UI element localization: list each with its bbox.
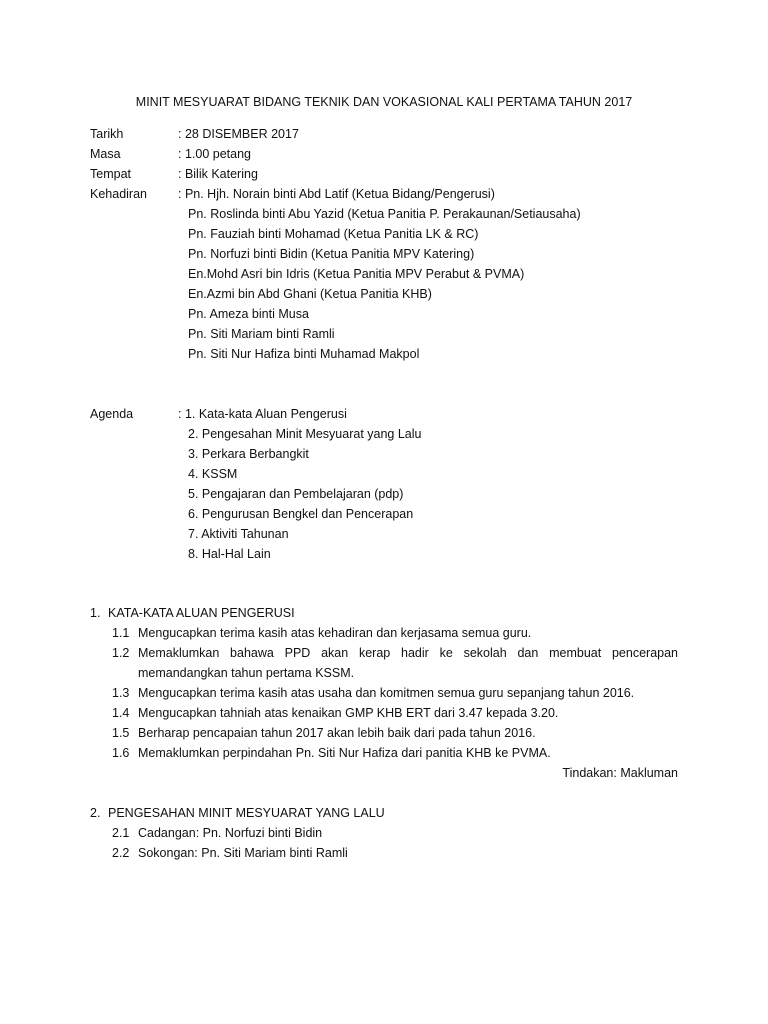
attendee: En.Mohd Asri bin Idris (Ketua Panitia MPV Perabut & PVMA) — [188, 267, 525, 281]
item-number: 1.1 — [112, 626, 130, 640]
list-item — [90, 683, 678, 703]
list-item — [90, 703, 678, 723]
list-item — [90, 823, 678, 843]
item-text: Sokongan: Pn. Siti Mariam binti Ramli — [138, 846, 348, 860]
item-text: Memaklumkan perpindahan Pn. Siti Nur Hafiza dari panitia KHB ke PVMA. — [138, 746, 551, 760]
list-item — [90, 743, 678, 763]
agenda-item: 5. Pengajaran dan Pembelajaran (pdp) — [188, 487, 404, 501]
agenda-item: 7. Aktiviti Tahunan — [188, 527, 289, 541]
attendee: Pn. Siti Mariam binti Ramli — [188, 327, 335, 341]
section-heading — [90, 603, 678, 623]
section-number: 2. — [90, 806, 101, 820]
document-title: MINIT MESYUARAT BIDANG TEKNIK DAN VOKASIONAL KALI PERTAMA TAHUN 2017 — [135, 95, 633, 109]
item-number: 1.4 — [112, 706, 130, 720]
section-number: 1. — [90, 606, 101, 620]
list-item — [90, 623, 678, 643]
agenda-item: 3. Perkara Berbangkit — [188, 447, 309, 461]
item-text: Berharap pencapaian tahun 2017 akan lebih baik dari pada tahun 2016. — [138, 726, 536, 740]
list-item — [90, 843, 678, 863]
attendee: Pn. Roslinda binti Abu Yazid (Ketua Panitia P. Perakaunan/Setiausaha) — [188, 207, 581, 221]
action-note: Tindakan: Makluman — [562, 766, 678, 780]
tarikh-value: : 28 DISEMBER 2017 — [178, 127, 299, 141]
tempat-label: Tempat — [90, 167, 131, 181]
item-number: 2.2 — [112, 846, 130, 860]
kehadiran-first: : Pn. Hjh. Norain binti Abd Latif (Ketua Bidang/Pengerusi) — [178, 187, 495, 201]
item-number: 1.6 — [112, 746, 130, 760]
attendee: Pn. Ameza binti Musa — [188, 307, 309, 321]
section-1 — [90, 603, 678, 783]
attendee: En.Azmi bin Abd Ghani (Ketua Panitia KHB) — [188, 287, 432, 301]
masa-label: Masa — [90, 147, 121, 161]
tempat-value: : Bilik Katering — [178, 167, 258, 181]
agenda-item: 2. Pengesahan Minit Mesyuarat yang Lalu — [188, 427, 422, 441]
agenda-block — [90, 404, 690, 564]
section-title: KATA-KATA ALUAN PENGERUSI — [108, 606, 295, 620]
agenda-item: : 1. Kata-kata Aluan Pengerusi — [178, 407, 347, 421]
item-text: Mengucapkan terima kasih atas usaha dan komitmen semua guru sepanjang tahun 2016. — [138, 686, 635, 700]
tempat-row — [90, 164, 690, 184]
item-text: Mengucapkan tahniah atas kenaikan GMP KHB ERT dari 3.47 kepada 3.20. — [138, 706, 559, 720]
agenda-label: Agenda — [90, 407, 134, 421]
agenda-row — [90, 404, 690, 424]
tarikh-label: Tarikh — [90, 127, 124, 141]
item-number: 1.3 — [112, 686, 130, 700]
section-title: PENGESAHAN MINIT MESYUARAT YANG LALU — [108, 806, 385, 820]
attendee: Pn. Siti Nur Hafiza binti Muhamad Makpol — [188, 347, 420, 361]
agenda-item: 4. KSSM — [188, 467, 238, 481]
kehadiran-label: Kehadiran — [90, 187, 147, 201]
meeting-info — [90, 124, 690, 364]
attendee: Pn. Fauziah binti Mohamad (Ketua Panitia LK & RC) — [188, 227, 479, 241]
list-item — [90, 643, 678, 683]
masa-row — [90, 144, 690, 164]
item-text: Mengucapkan terima kasih atas kehadiran dan kerjasama semua guru. — [138, 626, 532, 640]
masa-value: : 1.00 petang — [178, 147, 251, 161]
kehadiran-row — [90, 184, 690, 204]
item-text: Cadangan: Pn. Norfuzi binti Bidin — [138, 826, 323, 840]
item-number: 2.1 — [112, 826, 130, 840]
item-number: 1.5 — [112, 726, 130, 740]
item-text: Memaklumkan bahawa PPD akan kerap hadir ke sekolah dan membuat pencerapan memandangkan tahun pertama KSSM. — [138, 646, 678, 680]
section-2 — [90, 803, 678, 863]
agenda-item: 6. Pengurusan Bengkel dan Pencerapan — [188, 507, 414, 521]
tarikh-row — [90, 124, 690, 144]
item-number: 1.2 — [112, 646, 130, 660]
section-heading — [90, 803, 678, 823]
list-item — [90, 723, 678, 743]
attendee: Pn. Norfuzi binti Bidin (Ketua Panitia MPV Katering) — [188, 247, 475, 261]
agenda-item: 8. Hal-Hal Lain — [188, 547, 271, 561]
